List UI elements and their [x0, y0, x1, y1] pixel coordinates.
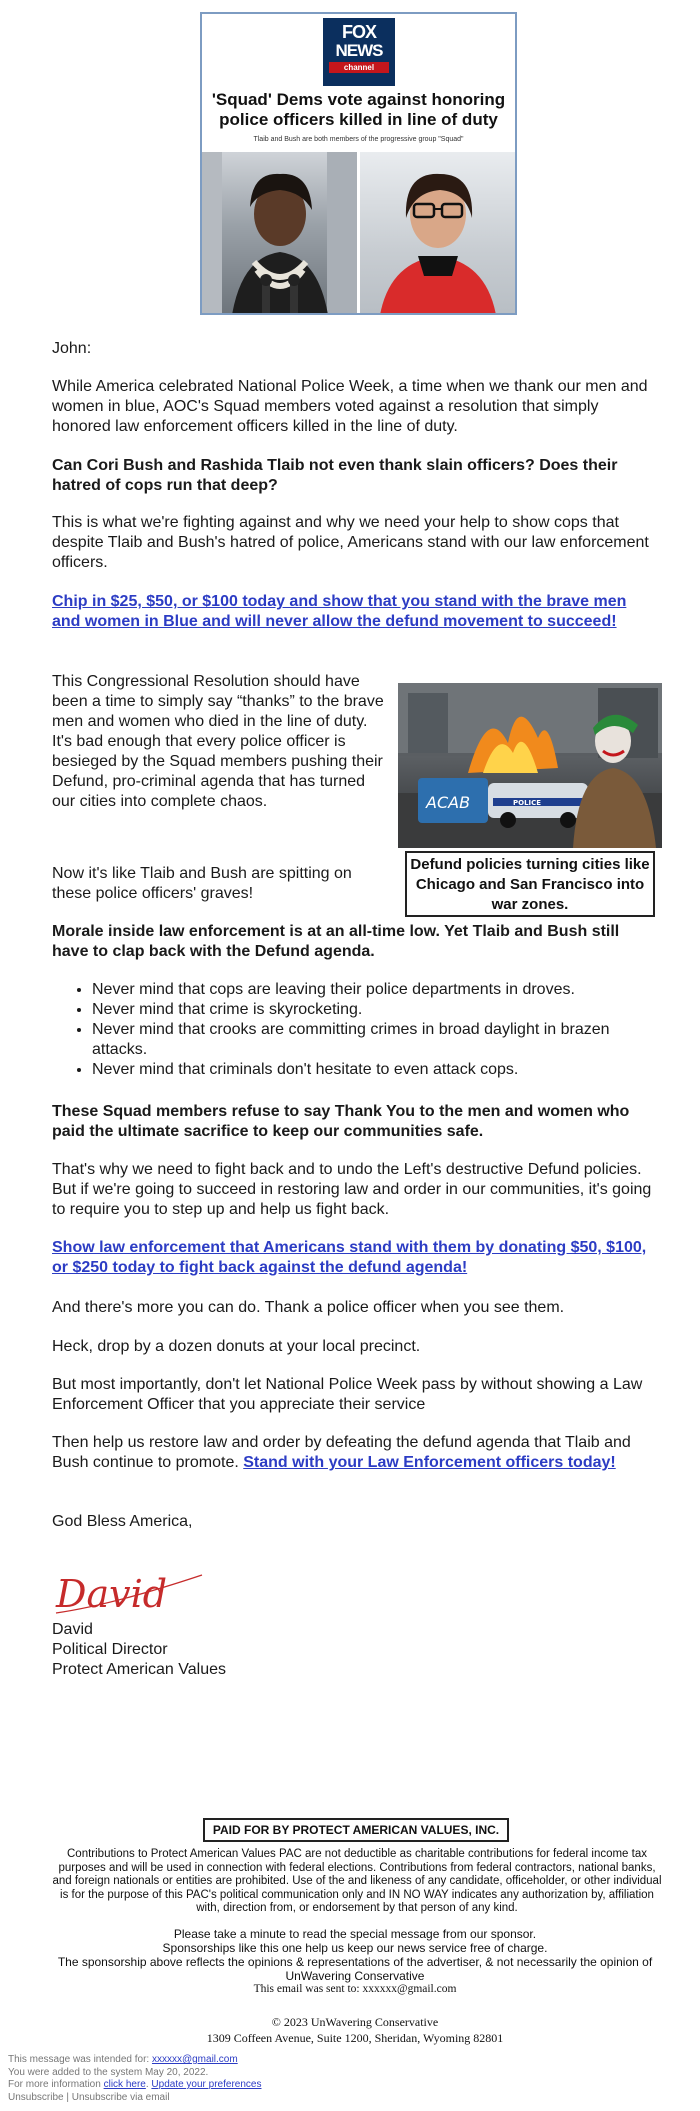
paragraph-donuts: Heck, drop by a dozen donuts at your local precinct.: [52, 1338, 421, 1355]
cta-paragraph-2: [52, 1238, 657, 1278]
paragraph-morale: Morale inside law enforcement is at an all-time low. Yet Tlaib and Bush still have to clap back with the Defund agenda.: [52, 923, 620, 960]
list-item: • Never mind that cops are leaving their police departments in droves.: [92, 980, 657, 1000]
donate-link-2[interactable]: Show law enforcement that Americans stand with them by donating $50, $100, or $250 today to fight back against the defund agenda!: [52, 1239, 647, 1276]
list-item: • Never mind that crooks are committing crimes in broad daylight in brazen attacks.: [92, 1020, 657, 1060]
photo-right: [360, 152, 515, 315]
paragraph-police-week: But most importantly, don't let National Police Week pass by without showing a Law Enforcement Officer that you appreciate their service: [52, 1376, 643, 1413]
svg-text:POLICE: POLICE: [513, 799, 542, 807]
closing: God Bless America,: [52, 1513, 193, 1530]
legal-disclaimer: Contributions to Protect American Values PAC are not deductible as charitable contributions for federal income tax purposes and will be used in connection with federal elections. Contributions from federal contractors, national banks, and foreign nationals or entities are prohibited. Use of the and likeness of any candidate, officeholder, or other individual is for the purpose of this PAC's political communication only and IN NO WAY indicates any authorization by, affiliation with, direction from, or endorsement by that person of any kind.: [52, 1848, 662, 1914]
update-preferences-link[interactable]: Update your preferences: [151, 2079, 262, 2090]
paragraph-resolution: This Congressional Resolution should have been a time to simply say “thanks” to the brave men and women who died in the line of duty. It's bad enough that every police officer is besieged by the Squad members pushing their Defund, pro-criminal agenda that has turned our cities into complete chaos.: [52, 673, 384, 810]
riot-photo-caption: Defund policies turning cities like Chicago and San Francisco into war zones.: [405, 851, 655, 917]
header-subhead: Tlaib and Bush are both members of the progressive group "Squad": [253, 136, 464, 143]
paragraph-fight-back: That's why we need to fight back and to undo the Left's destructive Defund policies. But if we're going to succeed in restoring law and order in our communities, it's going to require you to step up and help us fight back.: [52, 1161, 652, 1218]
paragraph-refuse: These Squad members refuse to say Thank You to the men and women who paid the ultimate sacrifice to keep our communities safe.: [52, 1103, 630, 1140]
svg-text:ACAB: ACAB: [426, 793, 471, 812]
paragraph-intro: While America celebrated National Police Week, a time when we thank our men and women in blue, AOC's Squad members voted against a resolution that simply honored law enforcement officers killed in the line of duty.: [52, 378, 648, 435]
svg-text:David: David: [56, 1572, 168, 1616]
donate-link-3[interactable]: Stand with your Law Enforcement officers today!: [243, 1454, 616, 1471]
cta-paragraph-1: [52, 592, 657, 632]
signer-title: Political Director: [52, 1641, 168, 1658]
fox-news-logo: FOX NEWS channel: [323, 18, 395, 86]
intended-email-link[interactable]: xxxxxx@gmail.com: [151, 2054, 238, 2065]
riot-photo: [398, 683, 662, 848]
copyright: © 2023 UnWavering Conservative: [271, 2015, 439, 2029]
mailing-address: 1309 Coffeen Avenue, Suite 1200, Sheridan, Wyoming 82801: [206, 2031, 504, 2045]
signer-name: David: [52, 1621, 93, 1638]
header-news-image[interactable]: [200, 12, 517, 315]
photo-left: [202, 152, 357, 315]
header-headline: 'Squad' Dems vote against honoring police officers killed in line of duty: [211, 90, 506, 129]
paragraph-graves: Now it's like Tlaib and Bush are spitting on these police officers' graves!: [52, 865, 352, 902]
paragraph-question: Can Cori Bush and Rashida Tlaib not even thank slain officers? Does their hatred of cops run that deep?: [52, 457, 618, 494]
sent-to-line: This email was sent to: xxxxxx@gmail.com: [253, 1983, 457, 1995]
email-meta: This message was intended for: xxxxxx@gmail.com You were added to the system May 20, 2022. For more information click here. Update your preferences Unsubscribe | Unsubscribe via email: [8, 2054, 508, 2104]
paragraph-restore: Then help us restore law and order by defeating the defund agenda that Tlaib and Bush continue to promote. Stand with your Law Enforcement officers today!: [52, 1434, 631, 1471]
list-item: • Never mind that crime is skyrocketing.: [92, 1000, 657, 1020]
sponsor-notice: Please take a minute to read the special message from our sponsor. Sponsorships like this one help us keep our news service free of charge. The sponsorship above reflects the opinions & representations of the advertiser, & not necessarily the opinion of UnWavering Conservative: [57, 1927, 653, 1983]
paragraph-fighting: This is what we're fighting against and why we need your help to show cops that despite Tlaib and Bush's hatred of police, Americans stand with our law enforcement officers.: [52, 514, 649, 571]
list-item: • Never mind that criminals don't hesitate to even attack cops.: [92, 1060, 657, 1080]
never-mind-list: [52, 980, 657, 1080]
paid-for-box: PAID FOR BY PROTECT AMERICAN VALUES, INC.: [203, 1818, 509, 1842]
copyright-block: [30, 2014, 680, 2046]
unsubscribe-links[interactable]: Unsubscribe | Unsubscribe via email: [8, 2091, 170, 2103]
paragraph-more: And there's more you can do. Thank a police officer when you see them.: [52, 1299, 565, 1316]
donate-link-1[interactable]: Chip in $25, $50, or $100 today and show that you stand with the brave men and women in Blue and will never allow the defund movement to succeed!: [52, 593, 627, 630]
signature-image: [52, 1565, 212, 1625]
greeting: John:: [52, 340, 92, 357]
signer-org: Protect American Values: [52, 1661, 227, 1678]
click-here-link[interactable]: click here: [103, 2079, 146, 2090]
